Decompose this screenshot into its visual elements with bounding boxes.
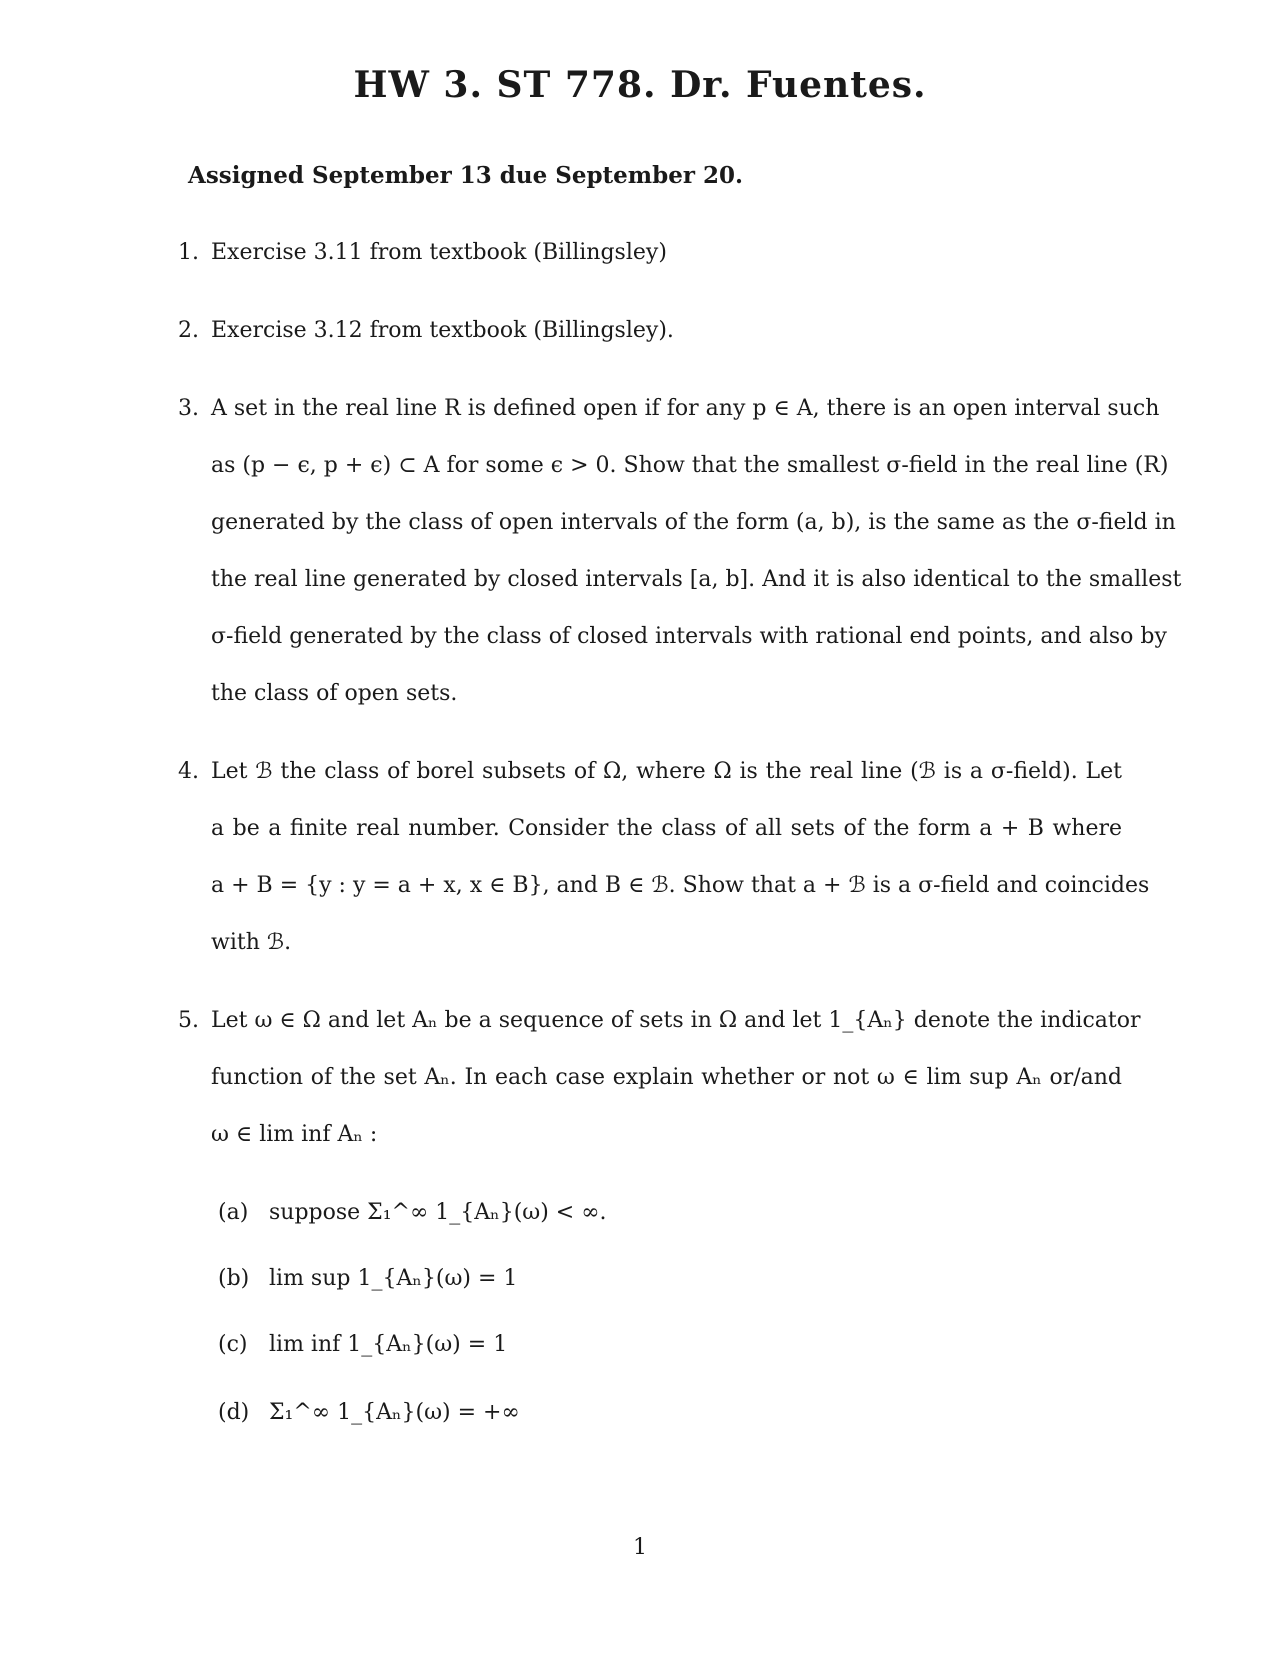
page-number: 1 bbox=[633, 1535, 647, 1560]
problem-text-line: with ℬ. bbox=[211, 930, 292, 955]
subitem-label: (b) bbox=[218, 1266, 250, 1291]
subitem-text: suppose Σ₁^∞ 1_{Aₙ}(ω) < ∞. bbox=[269, 1200, 607, 1225]
problem-text-line: function of the set Aₙ. In each case explain whether or not ω ∈ lim sup Aₙ or/and bbox=[211, 1065, 1122, 1090]
problem-text-line: Let ω ∈ Ω and let Aₙ be a sequence of sets in Ω and let 1_{Aₙ} denote the indicator bbox=[211, 1008, 1141, 1033]
problem-number: 1. bbox=[178, 240, 199, 265]
problem-text-line: a + B = {y : y = a + x, x ∈ B}, and B ∈ ℬ. Show that a + ℬ is a σ-field and coincides bbox=[211, 873, 1150, 898]
assigned-dates: Assigned September 13 due September 20. bbox=[188, 162, 743, 189]
problem-text-line: Let ℬ the class of borel subsets of Ω, where Ω is the real line (ℬ is a σ-field). Let bbox=[211, 759, 1122, 784]
subitem-text: Σ₁^∞ 1_{Aₙ}(ω) = +∞ bbox=[269, 1400, 520, 1425]
problem-text-line: Exercise 3.12 from textbook (Billingsley). bbox=[211, 318, 674, 343]
problem-text-line: ω ∈ lim inf Aₙ : bbox=[211, 1122, 378, 1147]
subitem-label: (c) bbox=[218, 1332, 248, 1357]
problem-text-line: the real line generated by closed intervals [a, b]. And it is also identical to the smallest bbox=[211, 567, 1182, 592]
problem-text-line: Exercise 3.11 from textbook (Billingsley) bbox=[211, 240, 667, 265]
subitem-c bbox=[218, 1332, 507, 1357]
subitem-text: lim sup 1_{Aₙ}(ω) = 1 bbox=[269, 1266, 518, 1291]
subitem-text: lim inf 1_{Aₙ}(ω) = 1 bbox=[269, 1332, 508, 1357]
problem-text-line: σ-field generated by the class of closed intervals with rational end points, and also by bbox=[211, 624, 1167, 649]
subitem-a bbox=[218, 1200, 607, 1225]
problem-text-line: as (p − ϵ, p + ϵ) ⊂ A for some ϵ > 0. Show that the smallest σ-field in the real line (R) bbox=[211, 453, 1169, 478]
problem-text-line: the class of open sets. bbox=[211, 681, 458, 706]
page-title: HW 3. ST 778. Dr. Fuentes. bbox=[353, 64, 927, 106]
problem-text-line: a be a finite real number. Consider the class of all sets of the form a + B where bbox=[211, 816, 1122, 841]
problem-number: 5. bbox=[178, 1008, 199, 1033]
problem-text-line: A set in the real line R is defined open if for any p ∈ A, there is an open interval such bbox=[211, 396, 1160, 421]
subitem-label: (d) bbox=[218, 1400, 250, 1425]
problem-text-line: generated by the class of open intervals of the form (a, b), is the same as the σ-field in bbox=[211, 510, 1176, 535]
subitem-d bbox=[218, 1400, 520, 1425]
problem-number: 2. bbox=[178, 318, 199, 343]
subitem-b bbox=[218, 1266, 517, 1291]
problem-number: 4. bbox=[178, 759, 199, 784]
problem-number: 3. bbox=[178, 396, 199, 421]
subitem-label: (a) bbox=[218, 1200, 249, 1225]
